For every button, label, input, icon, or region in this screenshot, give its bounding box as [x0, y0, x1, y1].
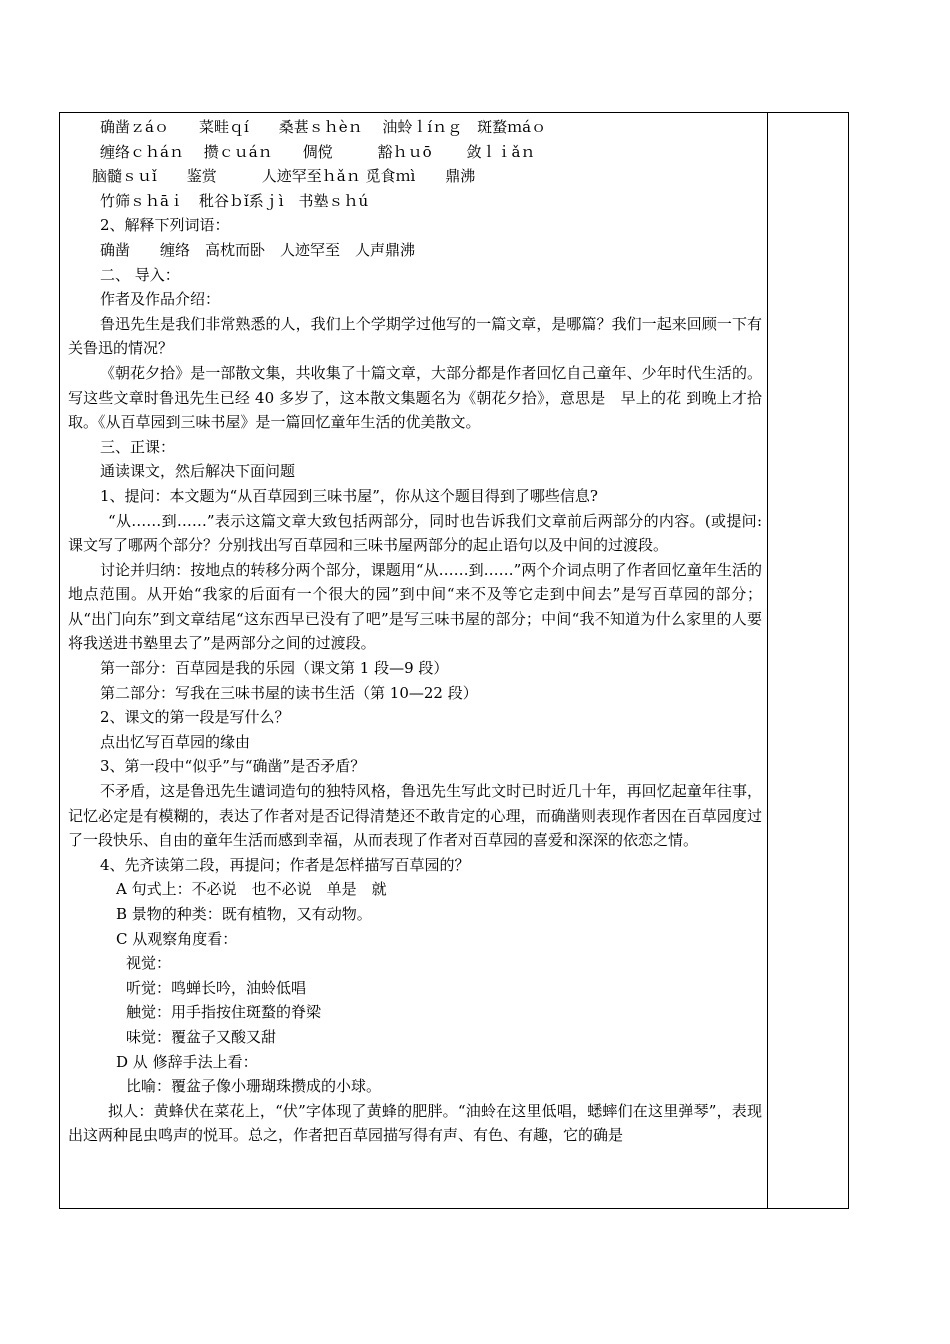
text-line: 竹筛ｓｈāｉ 秕谷ｂǐ系ｊì 书塾ｓｈú	[100, 191, 369, 210]
text-line: 听觉：鸣蝉长吟，油蛉低唱	[126, 978, 307, 997]
text-line: 脑髓ｓｕǐ 鉴赏 人迹罕至ｈǎｎ 觅食ｍì 鼎沸	[92, 167, 476, 186]
lesson-plan-table	[59, 112, 849, 1209]
text-line: 第一部分：百草园是我的乐园（课文第 1 段—9 段）	[100, 659, 449, 678]
text-line: 点出忆写百草园的缘由	[100, 732, 251, 751]
text-line: 比喻：覆盆子像小珊瑚珠攒成的小球。	[126, 1077, 382, 1096]
text-line: 拟人：黄蜂伏在菜花上，“伏”字体现了黄蜂的肥胖。“油蛉在这里低唱，蟋蟀们在这里弹琴”，表现出这两种昆虫鸣声的悦耳。总之，作者把百草园描写得有声、有色、有趣，它的确是	[68, 1101, 762, 1145]
text-line: 确凿ｚáｏ 菜畦ｑí 桑葚ｓｈèｎ 油蛉ｌíｎｇ 斑蝥ｍáｏ	[100, 118, 547, 136]
text-line: 2、解释下列词语：	[100, 216, 230, 235]
text-line: B 景物的种类：既有植物，又有动物。	[116, 905, 372, 923]
text-line: 4、先齐读第二段，再提问；作者是怎样描写百草园的？	[100, 855, 470, 874]
text-line: 确凿 缠络 高枕而卧 人迹罕至 人声鼎沸	[100, 240, 416, 259]
text-line: D 从 修辞手法上看：	[116, 1052, 258, 1071]
text-line: “从……到……”表示这篇文章大致包括两部分，同时也告诉我们文章前后两部分的内容。(或提问:课文写了哪两个部分？分别找出写百草园和三味书屋两部分的起止语句以及中间的过渡段。	[68, 511, 762, 555]
text-line: 第二部分：写我在三味书屋的读书生活（第 10—22 段）	[100, 683, 478, 702]
text-line: 鲁迅先生是我们非常熟悉的人，我们上个学期学过他写的一篇文章，是哪篇？我们一起来回顾一下有关鲁迅的情况？	[68, 314, 762, 358]
text-line: 通读课文，然后解决下面问题	[100, 462, 296, 481]
text-line: A 句式上：不必说 也不必说 单是 就	[116, 880, 387, 899]
text-line: 二、 导入：	[100, 265, 180, 284]
text-line: 《朝花夕拾》是一部散文集，共收集了十篇文章，大部分都是作者回忆自己童年、少年时代生活的。写这些文章时鲁迅先生已经 40 多岁了，这本散文集题名为《朝花夕拾》，意思是 早上的花 到晚上才拾取。《从百草园到三味书屋》是一篇回忆童年生活的优美散文。	[68, 363, 762, 432]
text-line: C 从观察角度看：	[116, 929, 238, 948]
text-line: 3、第一段中“似乎”与“确凿”是否矛盾？	[100, 757, 366, 776]
text-line: 触觉：用手指按住斑蝥的脊梁	[126, 1003, 322, 1022]
notes-cell	[768, 113, 848, 1208]
text-line: 视觉：	[126, 954, 172, 973]
lesson-content-cell	[68, 115, 762, 1148]
text-line: 2、课文的第一段是写什么？	[100, 708, 290, 727]
text-line: 作者及作品介绍：	[100, 290, 221, 309]
text-line: 味觉：覆盆子又酸又甜	[126, 1027, 277, 1046]
text-line: 三、正课：	[100, 437, 176, 456]
text-line: 1、提问：本文题为“从百草园到三味书屋”，你从这个题目得到了哪些信息?	[100, 486, 598, 505]
text-line: 不矛盾，这是鲁迅先生谴词造句的独特风格，鲁迅先生写此文时已时近几十年，再回忆起童年往事，记忆必定是有模糊的，表达了作者对是否记得清楚还不敢肯定的心理，而确凿则表现作者因在百草园度过了一段快乐、自由的童年生活而感到幸福，从而表现了作者对百草园的喜爱和深深的依恋之情。	[68, 782, 762, 850]
text-line: 讨论并归纳：按地点的转移分两个部分，课题用“从……到……”两个介词点明了作者回忆童年生活的地点范围。从开始“我家的后面有一个很大的园”到中间“来不及等它走到中间去”是写百草园的部分；从“出门向东”到文章结尾“这东西早已没有了吧”是写三味书屋的部分；中间“我不知道为什么家里的人要将我送进书塾里去了”是两部分之间的过渡段。	[68, 560, 762, 653]
text-line: 缠络ｃｈáｎ 攒ｃｕáｎ 倜傥 豁ｈｕō 敛ｌｉǎｎ	[100, 142, 536, 161]
